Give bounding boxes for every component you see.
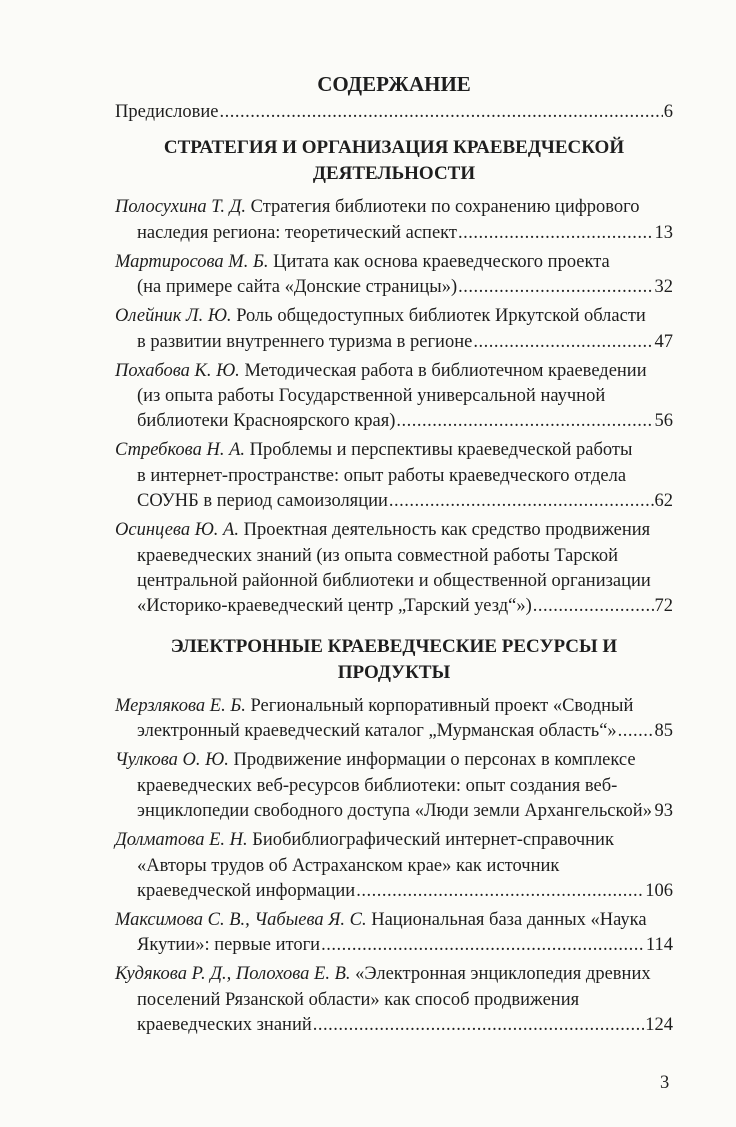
entry-page: 13 — [654, 222, 673, 243]
entry-title: Проектная деятельность как средство продвижения — [243, 520, 651, 541]
entry-title: Якутии»: первые итоги — [137, 935, 321, 956]
section-heading-line: ЭЛЕКТРОННЫЕ КРАЕВЕДЧЕСКИЕ РЕСУРСЫ И ПРОДУКТЫ — [170, 635, 618, 683]
entry-line — [115, 409, 673, 434]
entry-line — [115, 719, 673, 744]
entry-line — [115, 988, 673, 1013]
table-of-contents — [115, 70, 673, 1042]
entry-page: 6 — [663, 102, 673, 122]
entry-title: поселений Рязанской области» как способ продвижения — [137, 989, 580, 1010]
entry-text — [137, 776, 617, 796]
entry-line — [115, 438, 673, 463]
entry-line — [115, 221, 673, 246]
toc-entry — [115, 828, 673, 904]
toc-entry — [115, 694, 673, 745]
entry-author: Долматова Е. Н. — [115, 830, 248, 851]
entry-title: Национальная база данных «Наука — [371, 909, 647, 930]
entry-line — [115, 879, 673, 904]
entry-title: краеведческих знаний (из опыта совместной работы Тарской — [137, 545, 619, 566]
entry-text — [137, 386, 605, 406]
entry-line — [115, 544, 673, 569]
entry-line — [115, 464, 673, 489]
entry-author: Чулкова О. Ю. — [115, 750, 229, 771]
dot-leader — [458, 275, 653, 300]
entry-page: 47 — [654, 331, 673, 352]
dot-leader — [533, 594, 654, 619]
entry-title: библиотеки Красноярского края) — [137, 411, 396, 432]
entry-title: Региональный корпоративный проект «Сводный — [250, 695, 634, 716]
page-title: СОДЕРЖАНИЕ — [317, 72, 471, 96]
entry-title: Стратегия библиотеки по сохранению цифрового — [250, 197, 640, 218]
entry-title: Проблемы и перспективы краеведческой работы — [249, 440, 633, 461]
entry-title: в интернет-пространстве: опыт работы краеведческого отдела — [137, 465, 627, 486]
section-electronic-resources — [115, 634, 673, 1039]
entry-line — [115, 908, 673, 933]
entry-title: центральной районной библиотеки и общественной организации — [137, 571, 651, 592]
entry-line — [115, 384, 673, 409]
entry-title: Биобиблиографический интернет-справочник — [252, 830, 614, 851]
entry-text — [137, 546, 618, 566]
entry-page: 85 — [654, 721, 673, 742]
entry-author: Осинцева Ю. А. — [115, 520, 239, 541]
entry-title: Роль общедоступных библиотек Иркутской области — [236, 306, 646, 327]
entry-line — [115, 359, 673, 384]
entry-text — [137, 879, 355, 904]
page-number: 3 — [660, 1073, 670, 1093]
entry-text — [115, 440, 632, 460]
entry-text — [137, 990, 579, 1010]
entry-title: Методическая работа в библиотечном краеведении — [244, 360, 647, 381]
entry-line — [115, 828, 673, 853]
entry-line — [115, 799, 673, 824]
entry-title: электронный краеведческий каталог „Мурманская область“» — [137, 721, 617, 742]
entry-author: Максимова С. В., Чабыева Я. С. — [115, 909, 367, 930]
entry-text — [115, 750, 636, 770]
entry-page: 32 — [654, 277, 673, 298]
entry-line — [115, 518, 673, 543]
entry-line — [115, 569, 673, 594]
entry-title: Цитата как основа краеведческого проекта — [273, 251, 610, 272]
entry-title: в развитии внутреннего туризма в регионе — [137, 331, 473, 352]
entry-text — [115, 830, 614, 850]
entry-page: 114 — [645, 935, 673, 956]
section-heading — [115, 634, 673, 686]
entry-page: 72 — [654, 596, 673, 617]
entry-line — [115, 594, 673, 619]
entry-title: энциклопедии свободного доступа «Люди земли Архангельской» — [137, 801, 652, 822]
entry-text — [115, 696, 633, 716]
toc-entry — [115, 304, 673, 355]
entry-title: краеведческой информации — [137, 880, 356, 901]
toc-entry — [115, 962, 673, 1038]
toc-entry — [115, 748, 673, 824]
entry-line — [115, 933, 673, 958]
entry-text — [137, 933, 320, 958]
entry-author: Кудякова Р. Д., Полохова Е. В. — [115, 964, 351, 985]
entry-title: краеведческих знаний — [137, 1015, 312, 1036]
entry-line — [115, 489, 673, 514]
entry-title: Предисловие — [115, 102, 219, 122]
entry-author: Полосухина Т. Д. — [115, 197, 247, 218]
dot-leader — [356, 879, 644, 904]
entry-line — [115, 748, 673, 773]
entry-line — [115, 1013, 673, 1038]
entry-author: Мерзлякова Е. Б. — [115, 695, 246, 716]
entry-title: «Авторы трудов об Астраханском крае» как источник — [137, 855, 560, 876]
entry-text — [115, 361, 647, 381]
entry-page: 56 — [654, 411, 673, 432]
dot-leader — [618, 719, 654, 744]
entry-text — [137, 466, 626, 486]
section-heading-line: СТРАТЕГИЯ И ОРГАНИЗАЦИЯ КРАЕВЕДЧЕСКОЙ — [163, 137, 625, 159]
entry-line — [115, 250, 673, 275]
entry-text — [137, 409, 395, 434]
toc-entry — [115, 908, 673, 959]
entry-text — [137, 1013, 312, 1038]
entry-title: (из опыта работы Государственной универсальной научной — [137, 386, 606, 407]
toc-entry — [115, 250, 673, 301]
entry-text — [137, 489, 388, 514]
toc-entry — [115, 359, 673, 435]
entry-title: наследия региона: теоретический аспект — [137, 222, 458, 243]
entry-page: 106 — [645, 880, 673, 901]
dot-leader — [321, 933, 645, 958]
entry-author: Стребкова Н. А. — [115, 440, 245, 461]
entry-line — [115, 304, 673, 329]
entry-text — [137, 719, 617, 744]
entry-text — [115, 197, 640, 217]
entry-text — [137, 330, 472, 355]
dot-leader — [458, 221, 653, 246]
section-heading-line: ДЕЯТЕЛЬНОСТИ — [312, 163, 476, 185]
entry-page: 93 — [654, 801, 673, 822]
entry-line — [115, 330, 673, 355]
dot-leader — [396, 409, 653, 434]
entry-title: (на примере сайта «Донские страницы») — [137, 277, 458, 298]
entry-line — [115, 962, 673, 987]
entry-text — [115, 910, 647, 930]
section-strategy — [115, 135, 673, 619]
entry-line — [115, 774, 673, 799]
entry-title: Продвижение информации о персонах в комплексе — [233, 750, 636, 771]
entry-page: 62 — [654, 491, 673, 512]
section-heading — [115, 135, 673, 187]
dot-leader — [219, 100, 662, 125]
entry-title: «Историко-краеведческий центр „Тарский уезд“») — [137, 596, 532, 617]
toc-entry — [115, 438, 673, 514]
entry-text — [137, 594, 532, 619]
entry-title: краеведческих веб-ресурсов библиотеки: опыт создания веб- — [137, 775, 618, 796]
dot-leader — [389, 489, 654, 514]
entry-text — [115, 306, 646, 326]
dot-leader — [473, 330, 653, 355]
toc-entry — [115, 518, 673, 620]
entry-text — [115, 252, 610, 272]
entry-text — [137, 571, 651, 591]
entry-text — [137, 221, 457, 246]
entry-text — [115, 520, 650, 540]
entry-line — [115, 195, 673, 220]
entry-line — [115, 694, 673, 719]
dot-leader — [313, 1013, 645, 1038]
entry-text — [137, 799, 652, 824]
entry-text — [115, 964, 651, 984]
toc-entry — [115, 195, 673, 246]
entry-page: 124 — [645, 1015, 673, 1036]
entry-title: «Электронная энциклопедия древних — [355, 964, 651, 985]
entry-author: Похабова К. Ю. — [115, 360, 240, 381]
entry-author: Олейник Л. Ю. — [115, 306, 232, 327]
entry-text — [137, 856, 559, 876]
dot-leader — [653, 799, 654, 824]
entry-line — [115, 854, 673, 879]
entry-title: СОУНБ в период самоизоляции — [137, 491, 388, 512]
entry-author: Мартиросова М. Б. — [115, 251, 269, 272]
entry-text — [137, 275, 457, 300]
entry-line — [115, 275, 673, 300]
toc-entry-preface — [115, 100, 673, 125]
